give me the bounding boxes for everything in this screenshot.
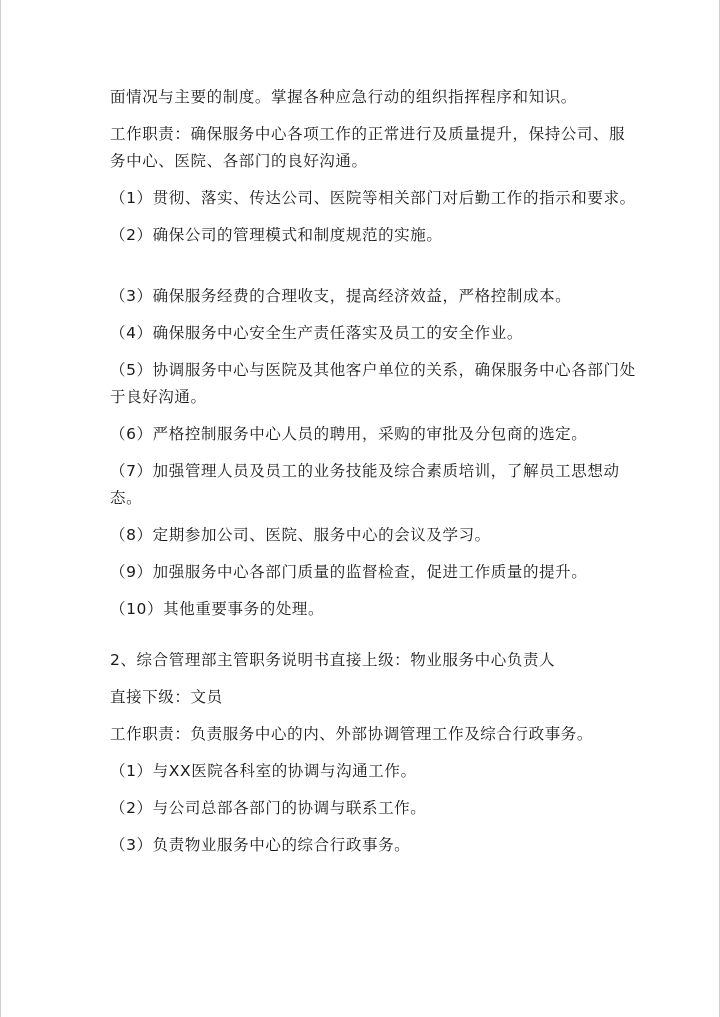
list-item-8: （8）定期参加公司、医院、服务中心的会议及学习。 <box>110 526 491 544</box>
list-item-4: （4）确保服务中心安全生产责任落实及员工的安全作业。 <box>110 324 523 342</box>
list-item-7: （7）加强管理人员及员工的业务技能及综合素质培训，了解员工思想动态。 <box>110 462 620 507</box>
paragraph-admin-duties: 工作职责：负责服务中心的内、外部协调管理工作及综合行政事务。 <box>110 725 594 743</box>
admin-list-item-2: （2）与公司总部各部门的协调与联系工作。 <box>110 799 427 817</box>
admin-list-item-3: （3）负责物业服务中心的综合行政事务。 <box>110 836 411 854</box>
document-body <box>110 84 640 869</box>
list-item-1: （1）贯彻、落实、传达公司、医院等相关部门对后勤工作的指示和要求。 <box>110 189 636 207</box>
section-heading-admin-supervisor: 2、综合管理部主管职务说明书直接上级：物业服务中心负责人 <box>110 651 556 669</box>
admin-list-item-1: （1）与XX医院各科室的协调与沟通工作。 <box>110 762 417 780</box>
paragraph-duties-heading: 工作职责：确保服务中心各项工作的正常进行及质量提升，保持公司、服务中心、医院、各部门的良好沟通。 <box>110 125 626 170</box>
list-item-9: （9）加强服务中心各部门质量的监督检查，促进工作质量的提升。 <box>110 563 588 581</box>
paragraph-emergency-knowledge: 面情况与主要的制度。掌握各种应急行动的组织指挥程序和知识。 <box>110 88 577 106</box>
list-item-2: （2）确保公司的管理模式和制度规范的实施。 <box>110 226 443 244</box>
list-item-3: （3）确保服务经费的合理收支，提高经济效益，严格控制成本。 <box>110 287 572 305</box>
list-item-6: （6）严格控制服务中心人员的聘用，采购的审批及分包商的选定。 <box>110 425 588 443</box>
paragraph-subordinate: 直接下级：文员 <box>110 688 223 706</box>
list-item-5: （5）协调服务中心与医院及其他客户单位的关系，确保服务中心各部门处于良好沟通。 <box>110 361 636 406</box>
list-item-10: （10）其他重要事务的处理。 <box>110 600 325 618</box>
